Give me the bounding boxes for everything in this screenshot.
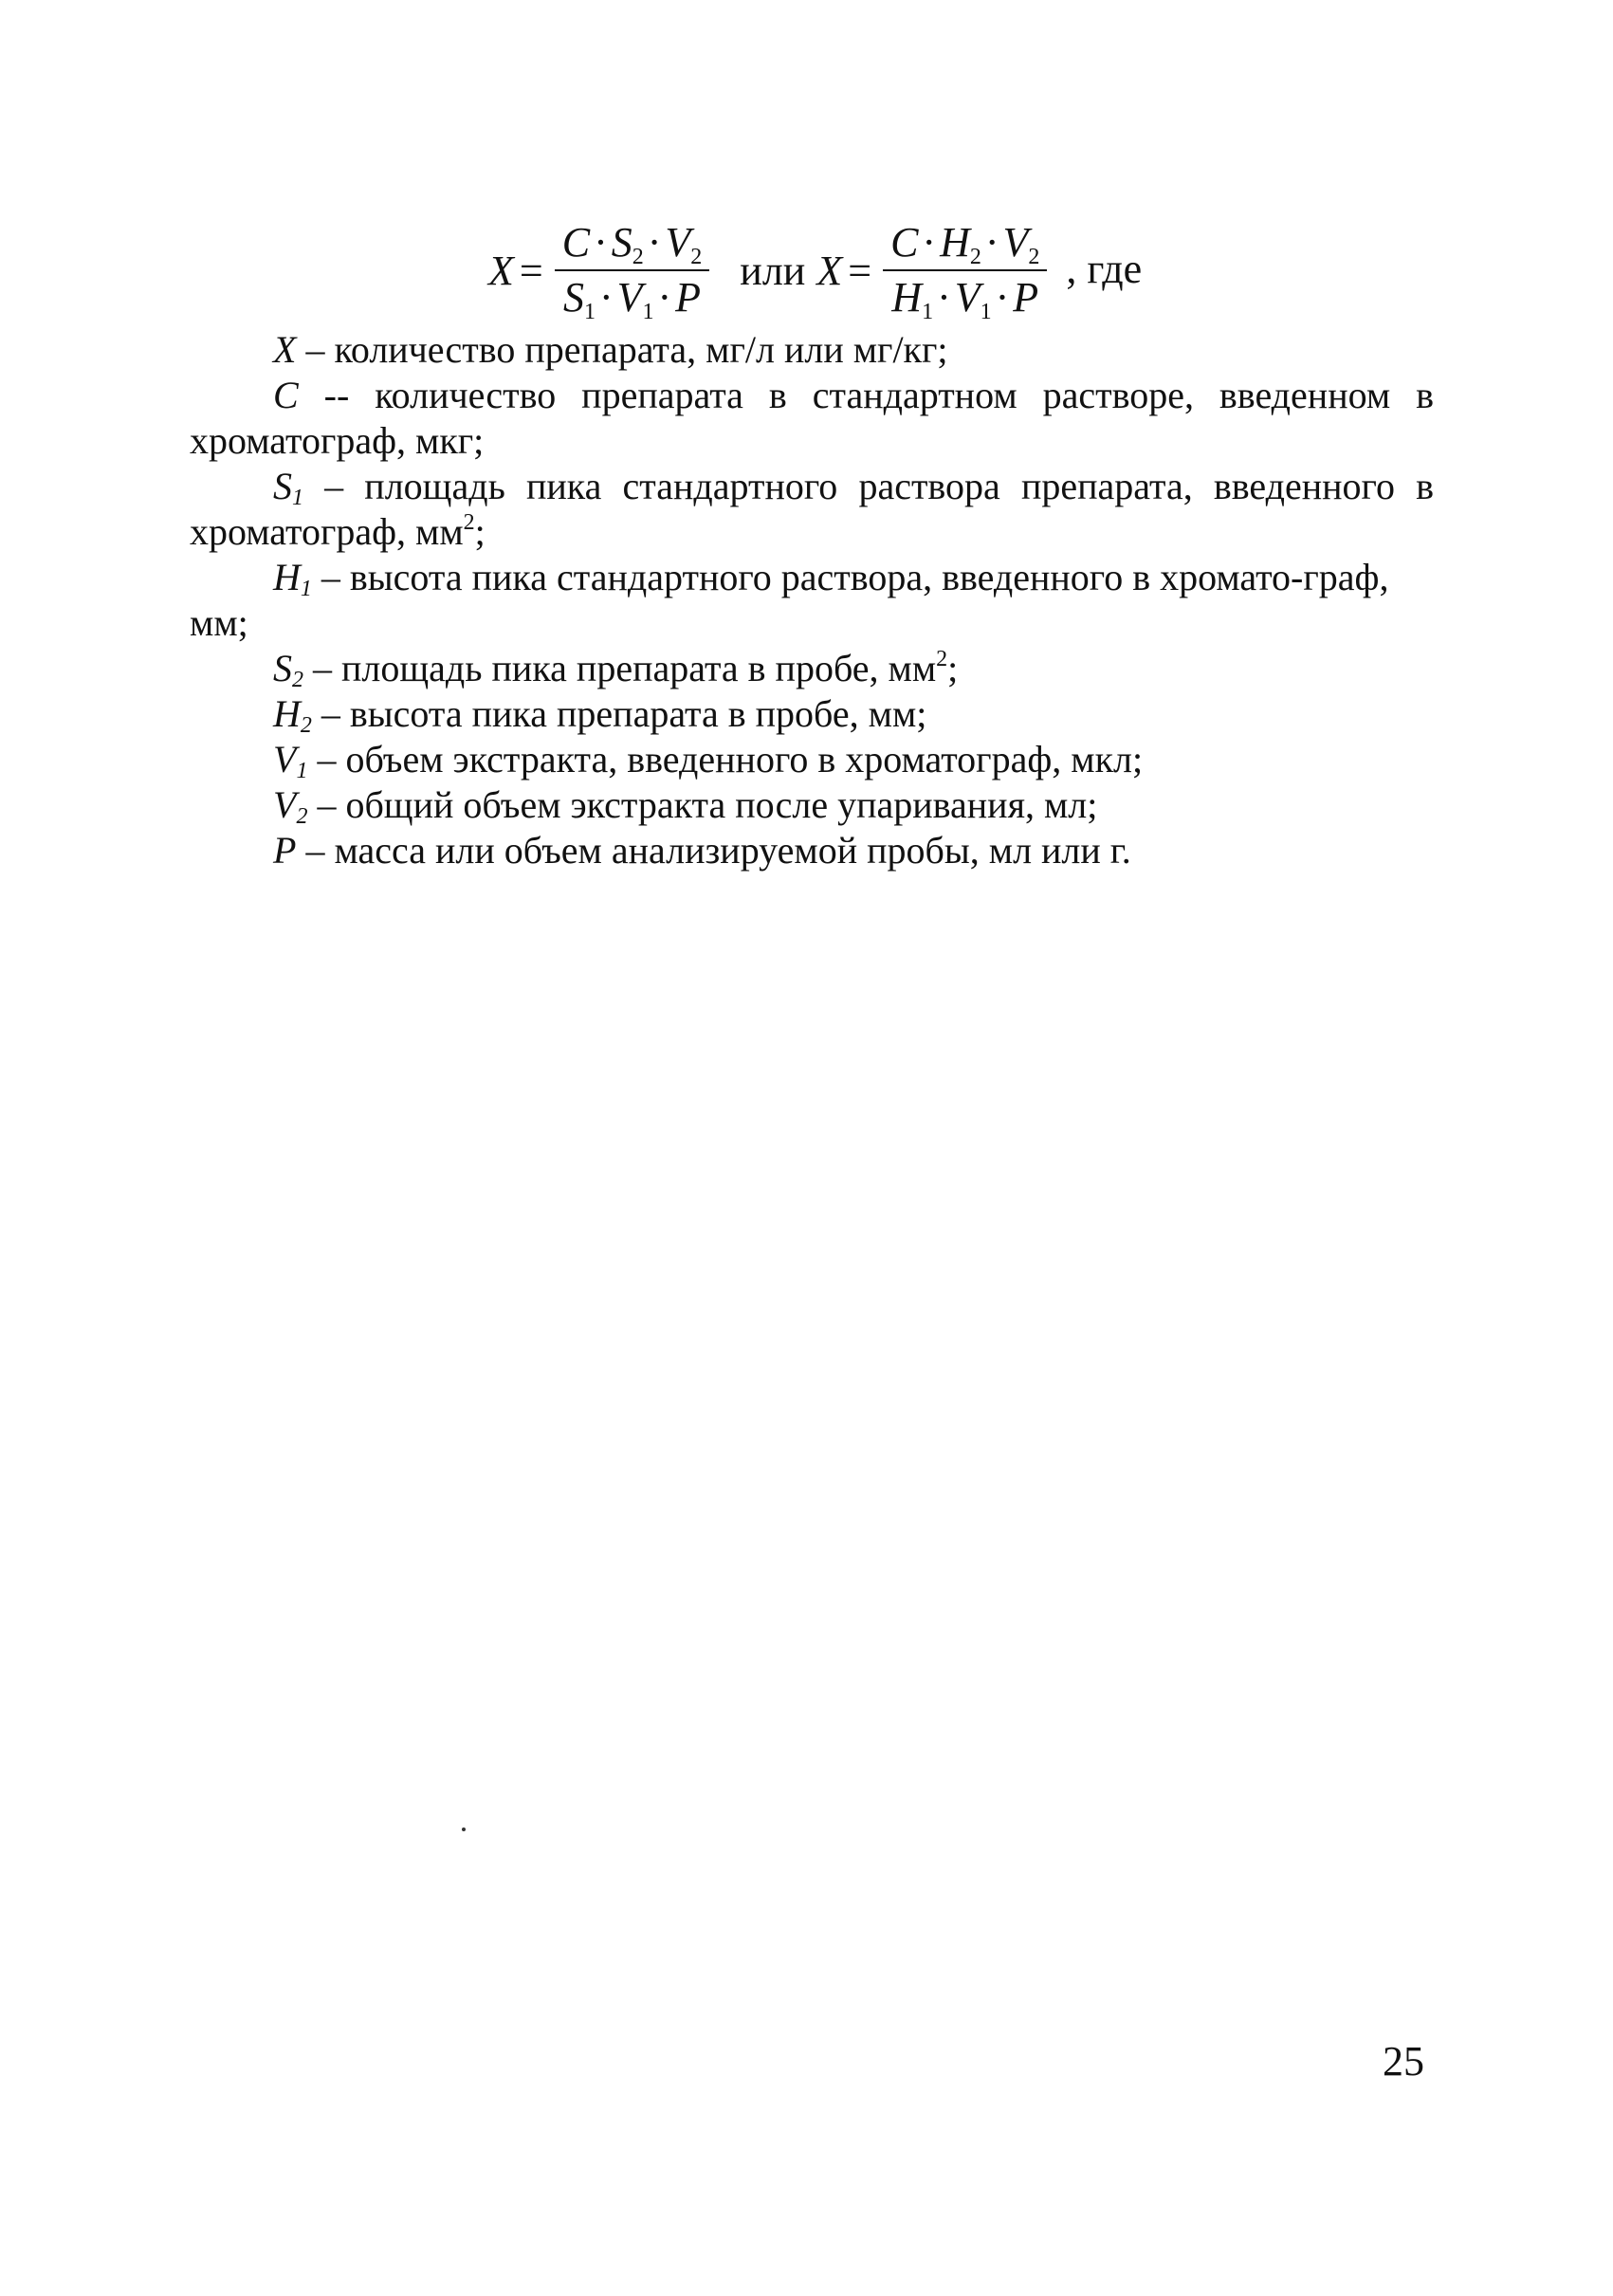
definition-symbol	[273, 647, 303, 692]
fraction-2	[883, 216, 1047, 324]
definition-symbol-subscript: 1	[292, 486, 303, 510]
definition-symbol-letter: C	[273, 374, 299, 416]
definition-symbol-subscript: 1	[300, 577, 312, 601]
frac2-num-term: ·	[922, 219, 937, 266]
fraction-1	[555, 216, 710, 324]
formula-conjunction: или	[740, 247, 806, 294]
formula-trailer: , где	[1066, 245, 1143, 292]
definition-text: – общий объем экстракта после упаривания, мл;	[307, 783, 1098, 826]
frac2-den-term: V	[954, 274, 981, 321]
formula-lhs: X	[488, 247, 514, 294]
frac1-den-term: P	[675, 274, 702, 321]
frac2-den-term: H	[891, 274, 923, 321]
definitions-list	[190, 327, 1434, 873]
frac1-num-subscript: 2	[632, 245, 644, 269]
definition-symbol-letter: H	[273, 556, 301, 598]
definition-symbol-subscript: 2	[300, 713, 312, 738]
frac1-den-subscript: 1	[642, 300, 654, 324]
definition-symbol	[273, 829, 296, 872]
frac2-num-term: C	[890, 219, 919, 266]
definition-superscript: 2	[936, 647, 948, 671]
definition-symbol-subscript: 2	[292, 668, 303, 692]
definition-text: – высота пика препарата в пробе, мм;	[311, 692, 927, 735]
frac2-den-term: ·	[995, 274, 1010, 321]
definition-2	[190, 464, 1434, 555]
frac1-num-term: ·	[647, 219, 662, 266]
frac1-num-term: V	[665, 219, 691, 266]
frac1-den-term: ·	[598, 274, 614, 321]
definition-symbol	[273, 783, 308, 829]
definition-symbol	[273, 692, 312, 738]
frac2-den-subscript: 1	[980, 300, 992, 324]
definition-trailing-punct: ;	[947, 647, 959, 689]
definition-superscript: 2	[463, 510, 475, 535]
frac2-den-term: P	[1013, 274, 1039, 321]
definition-5	[190, 691, 1434, 737]
definition-symbol-letter: P	[273, 829, 297, 872]
fraction-1-denominator	[556, 271, 708, 324]
frac1-num-term: C	[561, 219, 591, 266]
definition-text: – масса или объем анализируемой пробы, мл или г.	[296, 829, 1131, 872]
frac1-den-term: S	[562, 274, 584, 321]
definition-4	[190, 646, 1434, 691]
frac1-den-subscript: 1	[583, 300, 596, 324]
frac1-num-term: S	[611, 219, 632, 266]
definition-1	[190, 373, 1434, 464]
frac2-den-subscript: 1	[922, 300, 934, 324]
frac2-num-subscript: 2	[1028, 245, 1040, 269]
frac2-num-subscript: 2	[969, 245, 981, 269]
fraction-2-denominator	[884, 271, 1046, 324]
definition-trailing-punct: ;	[474, 510, 486, 553]
definition-symbol-letter: S	[273, 647, 292, 689]
formula-equals-2: =	[848, 247, 872, 294]
formula-lhs-2: X	[816, 247, 843, 294]
definition-8	[190, 828, 1434, 873]
frac1-num-term: ·	[594, 219, 608, 266]
page-number: 25	[1383, 2038, 1424, 2085]
definition-0	[190, 327, 1434, 373]
formula	[488, 213, 1152, 327]
definition-6	[190, 737, 1434, 782]
frac2-num-term: ·	[984, 219, 999, 266]
fraction-2-numerator	[883, 216, 1047, 269]
definition-text: – площадь пика препарата в пробе, мм	[303, 647, 937, 689]
frac1-num-subscript: 2	[690, 245, 703, 269]
frac2-num-term: V	[1002, 219, 1029, 266]
formula-equals: =	[519, 247, 543, 294]
definition-symbol-subscript: 2	[296, 804, 308, 829]
definition-symbol-letter: V	[273, 738, 297, 781]
fraction-1-numerator	[555, 216, 710, 269]
definition-text: – высота пика стандартного раствора, введенного в хромато-граф, мм;	[190, 556, 1389, 644]
definition-symbol	[273, 465, 303, 510]
definition-text: – объем экстракта, введенного в хроматограф, мкл;	[307, 738, 1144, 781]
definition-3	[190, 555, 1434, 646]
stray-dot	[462, 1828, 466, 1831]
frac2-num-term: H	[940, 219, 970, 266]
definition-symbol-letter: V	[273, 783, 297, 826]
definition-symbol	[273, 738, 307, 781]
frac1-den-term: V	[616, 274, 643, 321]
definition-symbol	[273, 374, 299, 416]
frac2-den-term: ·	[937, 274, 951, 321]
definition-symbol-letter: H	[273, 692, 301, 735]
definition-text: – площадь пика стандартного раствора препарата, введенного в хроматограф, мм	[190, 465, 1434, 553]
definition-symbol	[273, 556, 312, 601]
definition-7	[190, 782, 1434, 828]
definition-text: – количество препарата, мг/л или мг/кг;	[296, 328, 948, 371]
definition-symbol	[273, 328, 296, 371]
definition-symbol-letter: X	[273, 328, 297, 371]
definition-text: -- количество препарата в стандартном растворе, введенном в хроматограф, мкг;	[190, 374, 1434, 462]
definition-symbol-subscript: 1	[296, 759, 308, 783]
frac1-den-term: ·	[657, 274, 672, 321]
definition-symbol-letter: S	[273, 465, 292, 507]
